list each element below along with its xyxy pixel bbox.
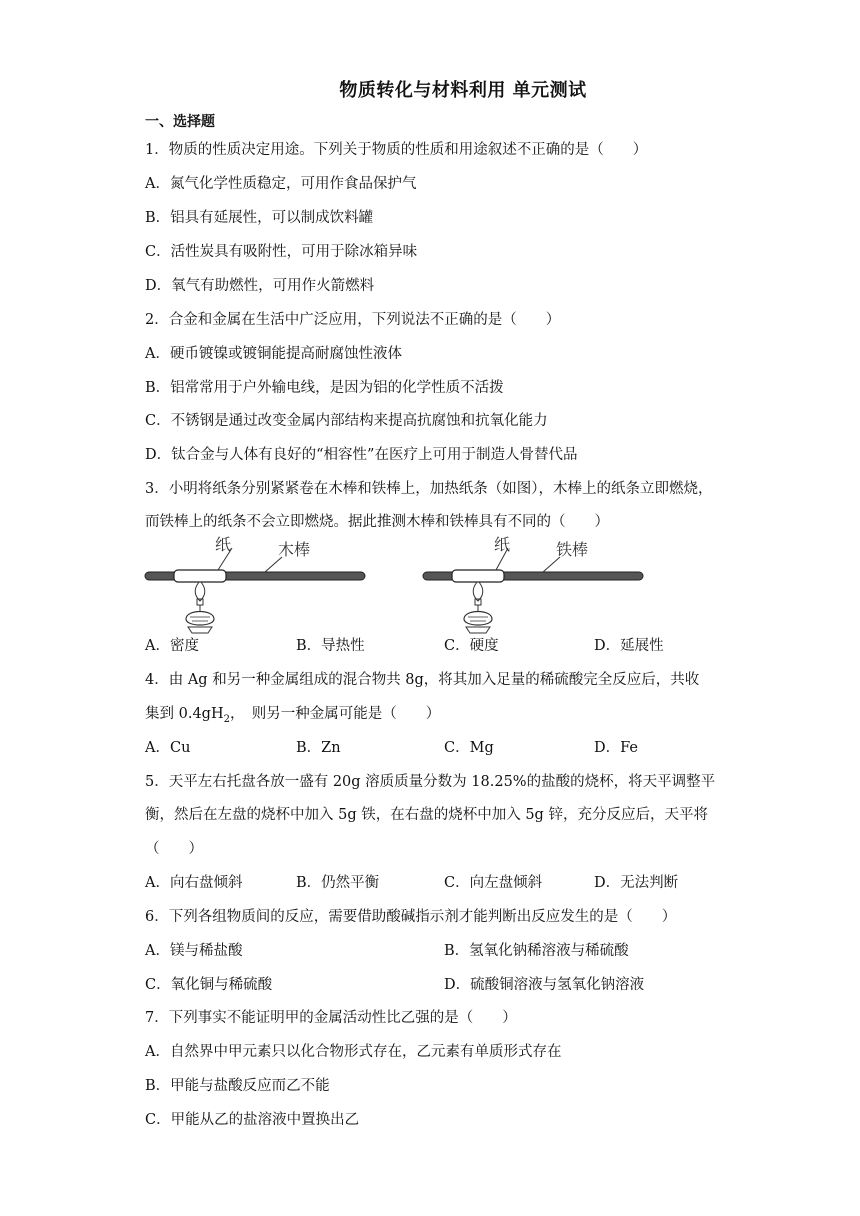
question-5-stem-line1: 5．天平左右托盘各放一盛有 20g 溶质质量分数为 18.25%的盐酸的烧杯，将天平调整平 [145, 774, 716, 790]
page-title: 物质转化与材料利用 单元测试 [339, 80, 587, 101]
question-5-option-a: A．向右盘倾斜 [145, 875, 243, 891]
question-6-option-c: C．氧化铜与稀硫酸 [145, 977, 273, 993]
question-4-option-d: D．Fe [594, 740, 638, 756]
question-1-option-a: A．氮气化学性质稳定，可用作食品保护气 [145, 176, 417, 192]
rods-heating-figure [140, 535, 660, 645]
question-6-option-a: A．镁与稀盐酸 [145, 943, 243, 959]
alcohol-lamp-icon [464, 599, 492, 633]
question-4-option-c: C．Mg [444, 740, 494, 756]
question-3-option-b: B．导热性 [296, 638, 365, 654]
question-6-option-b: B．氢氧化钠稀溶液与稀硫酸 [444, 943, 629, 959]
question-3-stem-line1: 3．小明将纸条分别紧紧卷在木棒和铁棒上，加热纸条（如图），木棒上的纸条立即燃烧， [145, 481, 713, 497]
flame-icon [195, 582, 205, 601]
question-2-option-c: C．不锈钢是通过改变金属内部结构来提高抗腐蚀和抗氧化能力 [145, 413, 548, 429]
question-7-option-b: B．甲能与盐酸反应而乙不能 [145, 1078, 330, 1094]
label-iron-rod: 铁棒 [556, 540, 589, 559]
question-7-option-c: C．甲能从乙的盐溶液中置换出乙 [145, 1112, 360, 1128]
question-2-option-d: D．钛合金与人体有良好的“相容性”在医疗上可用于制造人骨替代品 [145, 447, 578, 463]
question-4-stem-line1: 4．由 Ag 和另一种金属组成的混合物共 8g，将其加入足量的稀硫酸完全反应后，共收 [145, 672, 700, 688]
question-3-option-c: C．硬度 [444, 638, 499, 654]
question-1-option-c: C．活性炭具有吸附性，可用于除冰箱异味 [145, 244, 418, 260]
question-2-option-a: A．硬币镀镍或镀铜能提高耐腐蚀性液体 [145, 346, 402, 362]
iron-rod-setup [423, 535, 643, 633]
question-5-option-c: C．向左盘倾斜 [444, 875, 543, 891]
question-1-option-d: D．氧气有助燃性，可用作火箭燃料 [145, 278, 375, 294]
question-1-stem: 1．物质的性质决定用途。下列关于物质的性质和用途叙述不正确的是（ ） [145, 142, 648, 158]
question-4-stem-line2: 集到 $0.4gH_2$， 则另一种金属可能是（ ） [145, 706, 441, 725]
question-2-stem: 2．合金和金属在生活中广泛应用，下列说法不正确的是（ ） [145, 312, 561, 328]
question-5-stem-line3: （ ） [145, 841, 203, 857]
section-heading: 一、选择题 [145, 114, 215, 130]
question-6-stem: 6．下列各组物质间的反应，需要借助酸碱指示剂才能判断出反应发生的是（ ） [145, 909, 677, 925]
alcohol-lamp-icon [186, 599, 214, 633]
flame-icon [473, 582, 483, 601]
question-6-option-d: D．硫酸铜溶液与氢氧化钠溶液 [444, 977, 645, 993]
label-paper-right: 纸 [494, 535, 511, 554]
question-3-option-a: A．密度 [145, 638, 199, 654]
question-7-stem: 7．下列事实不能证明甲的金属活动性比乙强的是（ ） [145, 1010, 517, 1026]
question-2-option-b: B．铝常常用于户外输电线，是因为铝的化学性质不活拨 [145, 380, 504, 396]
question-1-option-b: B．铝具有延展性，可以制成饮料罐 [145, 210, 374, 226]
wood-rod-setup [145, 535, 365, 633]
question-5-option-b: B．仍然平衡 [296, 875, 380, 891]
question-5-option-d: D．无法判断 [594, 875, 679, 891]
question-7-option-a: A．自然界中甲元素只以化合物形式存在，乙元素有单质形式存在 [145, 1044, 562, 1060]
paper-strip-left [174, 570, 226, 582]
question-3-option-d: D．延展性 [594, 638, 664, 654]
label-wood-rod: 木棒 [278, 540, 311, 559]
label-paper-left: 纸 [215, 535, 232, 554]
question-4-option-a: A．Cu [145, 740, 191, 756]
question-4-option-b: B．Zn [296, 740, 341, 756]
question-3-stem-line2: 而铁棒上的纸条不会立即燃烧。据此推测木棒和铁棒具有不同的（ ） [145, 514, 609, 530]
paper-strip-right [452, 570, 504, 582]
question-5-stem-line2: 衡，然后在左盘的烧杯中加入 5g 铁，在右盘的烧杯中加入 5g 锌，充分反应后，天平将 [145, 807, 708, 823]
